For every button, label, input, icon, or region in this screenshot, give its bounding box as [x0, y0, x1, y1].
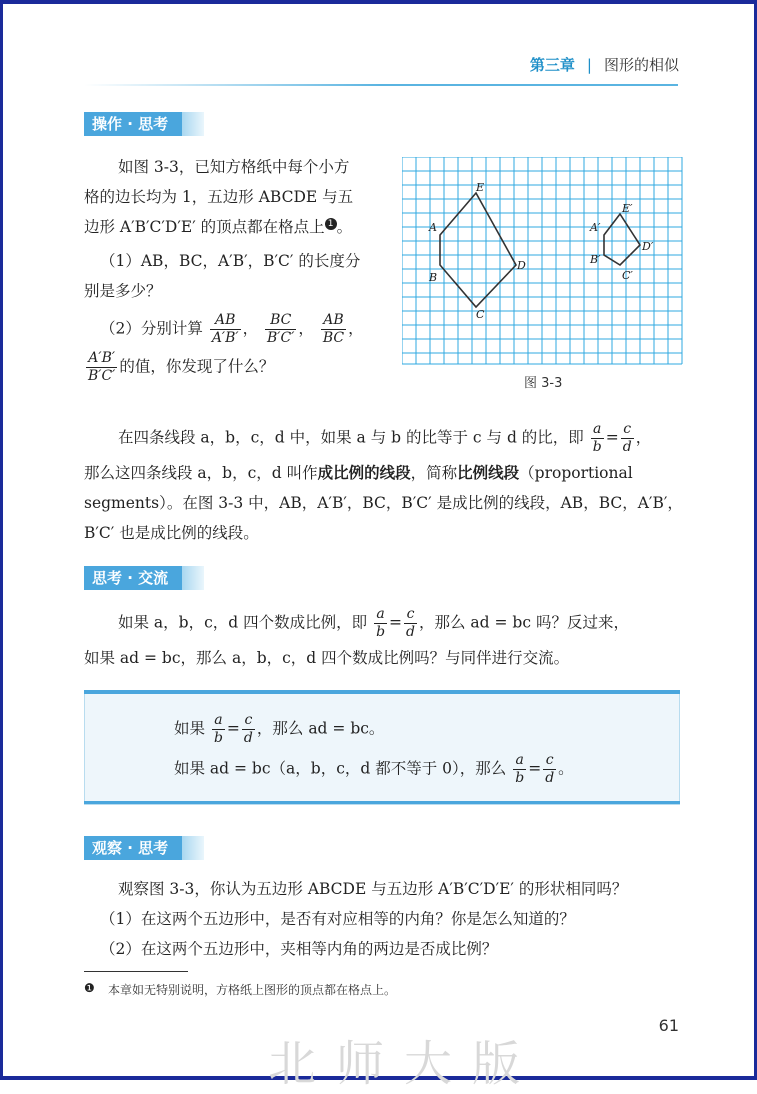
box-line2-rest: 。 — [558, 759, 574, 778]
para1-line1: 如图 3-3，已知方格纸中每个小方 — [118, 158, 350, 176]
para3-line1-text: 如果 a，b，c，d 四个数成比例，即 — [118, 613, 368, 632]
tag-think-discuss: 思考 · 交流 — [84, 566, 182, 590]
fraction-ab-over-bc: $\frac{AB}{BC}$ — [322, 312, 345, 346]
label-e1: E′ — [622, 202, 633, 215]
property-box-top-bar — [84, 690, 680, 694]
para2-line2 — [84, 458, 633, 488]
para1-line2: 格的边长均为 1，五边形 ABCDE 与五 — [84, 188, 354, 206]
fraction-c-over-d: $\frac{c}{d}$ — [622, 421, 632, 455]
fraction-a-over-b-3: $\frac{a}{b}$ — [213, 712, 223, 746]
tag-operate-think: 操作 · 思考 — [84, 112, 182, 136]
para1-line7 — [84, 350, 274, 385]
label-a: A — [429, 221, 437, 234]
para3-line2: 如果 ad = bc，那么 a，b，c，d 四个数成比例吗？与同伴进行交流。 — [84, 649, 570, 667]
box-line1-rest: ，那么 ad = bc。 — [256, 719, 385, 738]
para2-line1: 在四条线段 a，b，c，d 中，如果 a 与 b 的比等于 c 与 d 的比，即 $\frac{a}{b}$ = $\frac{c}{d}$ ， — [118, 421, 652, 455]
pentagon-a1b1c1d1e1 — [604, 214, 640, 265]
para2-line2-english: （proportional — [519, 464, 633, 482]
box-line1: 如果 $\frac{a}{b}$ = $\frac{c}{d}$ ，那么 ad = bc。 — [174, 712, 385, 746]
para3-line1: 如果 a，b，c，d 四个数成比例，即 $\frac{a}{b}$ = $\frac{c}{d}$ ，那么 ad = bc 吗？反过来， — [118, 606, 629, 640]
box-line2-text: 如果 ad = bc（a，b，c，d 都不等于 0），那么 — [174, 759, 507, 778]
page-frame-left — [0, 0, 3, 1080]
header-rule — [84, 84, 678, 86]
para1-line3: 边形 A′B′C′D′E′ 的顶点都在格点上 1 。 — [84, 218, 353, 236]
para2-line2-text: 那么这四条线段 a，b，c，d 叫作 — [84, 464, 318, 482]
term-ratio-segments: 比例线段 — [457, 464, 520, 482]
page-number: 61 — [658, 1016, 679, 1035]
figure-3-3 — [402, 157, 684, 365]
fraction-a-over-b-2: $\frac{a}{b}$ — [376, 606, 386, 640]
property-box — [84, 693, 680, 805]
running-header — [530, 54, 679, 75]
grid-figure-svg — [402, 157, 684, 365]
para2-line3: segments）。在图 3-3 中，AB，A′B′，BC，B′C′ 是成比例的线段，AB，BC，A′B′， — [84, 494, 683, 512]
para2-line4: B′C′ 也是成比例的线段。 — [84, 524, 259, 542]
pentagon-abcde — [440, 193, 516, 307]
para3-line1-rest: ，那么 ad = bc 吗？反过来， — [419, 613, 629, 632]
label-e: E — [476, 181, 485, 194]
fraction-bc-over-b1c1: $\frac{BC}{B'C'}$ — [267, 312, 295, 346]
para1-line7-text: 的值，你发现了什么？ — [119, 357, 275, 376]
footnote-ref: 1 — [325, 218, 337, 230]
para1-line4: （1）AB，BC，A′B′，B′C′ 的长度分 — [100, 252, 361, 270]
fraction-c-over-d-2: $\frac{c}{d}$ — [406, 606, 415, 640]
property-box-bottom-bar — [84, 801, 680, 804]
fraction-c-over-d-3: $\frac{c}{d}$ — [243, 712, 253, 746]
figure-caption: 图 3-3 — [524, 376, 563, 391]
para1-line6: （2）分别计算 $\frac{AB}{A'B'}$ ， $\frac{BC}{B'C'}$ ， $\frac{AB}{BC}$ ， — [100, 312, 364, 346]
fraction-a-over-b: $\frac{a}{b}$ — [592, 421, 602, 455]
para1-line5: 别是多少？ — [84, 282, 162, 300]
para4-line1: 观察图 3-3，你认为五边形 ABCDE 与五边形 A′B′C′D′E′ 的形状相同吗？ — [118, 880, 628, 898]
label-c: C — [476, 308, 485, 321]
publisher-watermark: 北师大版 — [268, 1036, 541, 1092]
para4-line3: （2）在这两个五边形中，夹相等内角的两边是否成比例？ — [100, 940, 498, 958]
label-b: B — [429, 271, 438, 284]
tag-observe-think: 观察 · 思考 — [84, 836, 182, 860]
grid-lines — [402, 157, 682, 364]
box-line2: 如果 ad = bc（a，b，c，d 都不等于 0），那么 $\frac{a}{b}$ = $\frac{c}{d}$ 。 — [174, 752, 574, 786]
fraction-c-over-d-4: $\frac{c}{d}$ — [545, 752, 555, 786]
para2-line1-text: 在四条线段 a，b，c，d 中，如果 a 与 b 的比等于 c 与 d 的比，即 — [118, 428, 584, 447]
chapter-title: 图形的相似 — [603, 56, 679, 74]
label-c1: C′ — [622, 269, 633, 282]
label-d: D — [517, 259, 526, 272]
para4-line2: （1）在这两个五边形中，是否有对应相等的内角？你是怎么知道的？ — [100, 910, 575, 928]
term-proportional-segments: 成比例的线段 — [317, 464, 411, 482]
label-a1: A′ — [590, 221, 601, 234]
vertex-labels — [428, 181, 654, 321]
page-frame-top — [0, 0, 757, 4]
footnote-mark: ❶ — [84, 981, 95, 995]
header-separator: | — [586, 56, 592, 74]
para1-line6-text: （2）分别计算 — [100, 319, 203, 338]
footnote-rule — [84, 971, 188, 972]
label-b1: B′ — [590, 253, 601, 266]
chapter-label: 第三章 — [529, 56, 575, 74]
fraction-a-over-b-4: $\frac{a}{b}$ — [515, 752, 525, 786]
para2-line2-mid: ，简称 — [410, 464, 458, 482]
fraction-ab-over-a1b1: $\frac{AB}{A'B'}$ — [211, 312, 239, 346]
para1-line3-text: 边形 A′B′C′D′E′ 的顶点都在格点上 — [84, 218, 325, 236]
label-d1: D′ — [642, 240, 654, 253]
fraction-a1b1-over-b1c1: $\frac{A'B'}{B'C'}$ — [88, 350, 116, 384]
box-line1-text: 如果 — [174, 719, 206, 738]
footnote-text: 本章如无特别说明，方格纸上图形的顶点都在格点上。 — [108, 983, 397, 997]
